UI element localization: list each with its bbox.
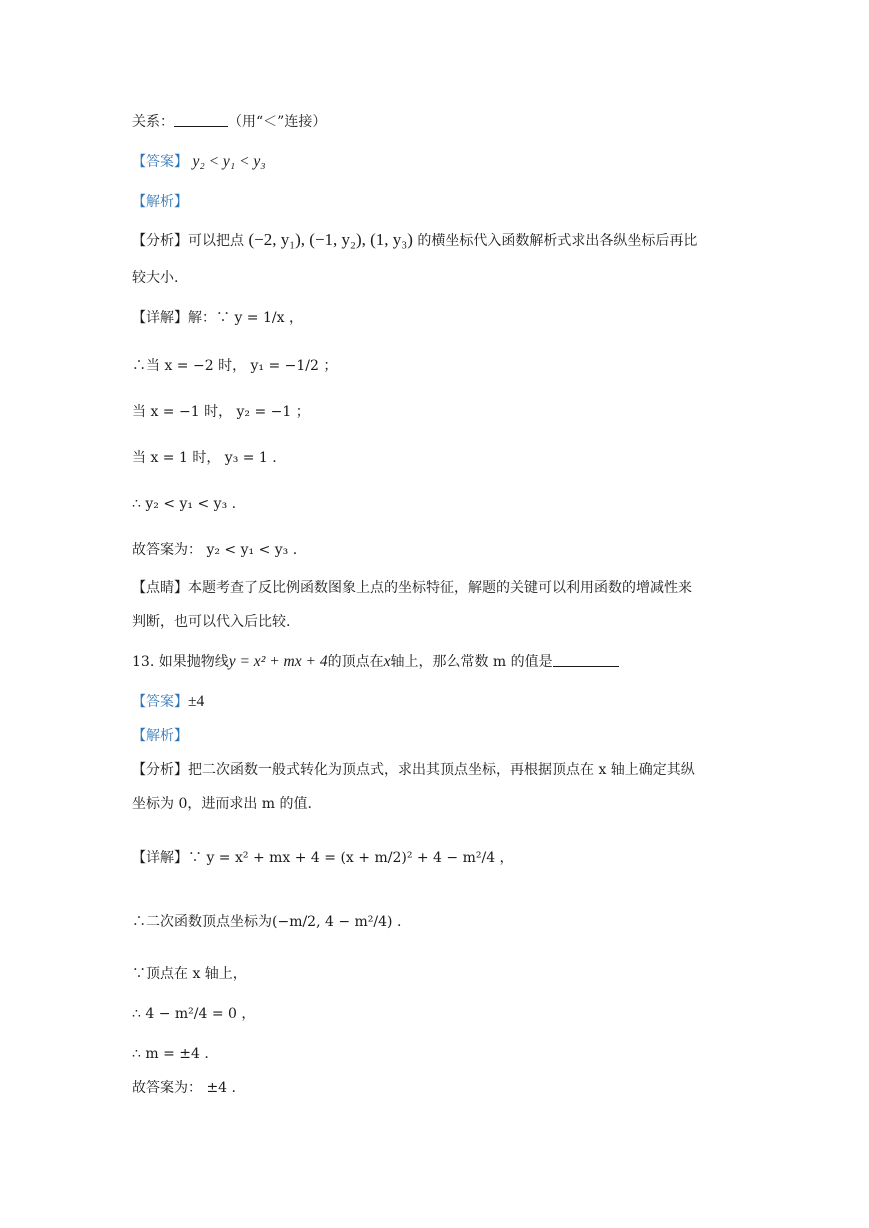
q12-step2: 当 x = −1 时， y₂ = −1 ； bbox=[132, 404, 310, 420]
q12-step3: 当 x = 1 时， y₃ = 1 . bbox=[132, 450, 277, 466]
answer-blank bbox=[174, 126, 228, 127]
q13-analysis-tag: 【解析】 bbox=[132, 728, 188, 744]
q12-xiangjie: 【详解】解：∵ y = 1/x ， bbox=[132, 310, 303, 326]
q13-fenxi-line2: 坐标为 0，进而求出 m 的值. bbox=[132, 796, 312, 812]
q13-on-axis: ∵顶点在 x 轴上， bbox=[132, 966, 247, 982]
q12-answer: 【答案】 y₂ < y₁ < y₃ bbox=[132, 153, 266, 170]
q12-step4: ∴ y₂ < y₁ < y₃ . bbox=[132, 496, 237, 512]
q12-fenxi: 【分析】可以把点 (−2, y₁), (−1, y₂), (1, y₃) 的横坐标代入函数解析式求出各纵坐标后再比 bbox=[132, 230, 698, 249]
q12-step1: ∴当 x = −2 时， y₁ = −1/2 ； bbox=[132, 358, 338, 374]
answer-blank bbox=[553, 666, 619, 667]
q13-fenxi: 【分析】把二次函数一般式转化为顶点式，求出其顶点坐标，再根据顶点在 x 轴上确定其纵 bbox=[132, 762, 695, 778]
q13-answer: 【答案】±4 bbox=[132, 693, 205, 710]
q12-conclusion: 故答案为： y₂ < y₁ < y₃ . bbox=[132, 542, 298, 558]
q12-dianjing-line2: 判断，也可以代入后比较. bbox=[132, 614, 291, 630]
q13-eq-step: ∴ 4 − m²/4 = 0 ， bbox=[132, 1006, 256, 1022]
q12-relation-line: 关系： （用“＜”连接） bbox=[132, 114, 327, 130]
q13-question: 13. 如果抛物线y = x² + mx + 4的顶点在x轴上，那么常数 m 的值是 bbox=[132, 652, 619, 672]
q12-analysis-tag: 【解析】 bbox=[132, 194, 188, 210]
q13-vertex: ∴二次函数顶点坐标为(−m/2, 4 − m²/4) . bbox=[132, 914, 402, 930]
q13-m-step: ∴ m = ±4 . bbox=[132, 1046, 209, 1062]
q12-dianjing: 【点睛】本题考查了反比例函数图象上点的坐标特征，解题的关键可以利用函数的增减性来 bbox=[132, 580, 692, 596]
q13-conclusion: 故答案为： ±4 . bbox=[132, 1080, 236, 1096]
q13-xiangjie: 【详解】∵ y = x² + mx + 4 = (x + m/2)² + 4 − m²/4 ， bbox=[132, 850, 514, 866]
q12-fenxi-line2: 较大小. bbox=[132, 270, 179, 286]
